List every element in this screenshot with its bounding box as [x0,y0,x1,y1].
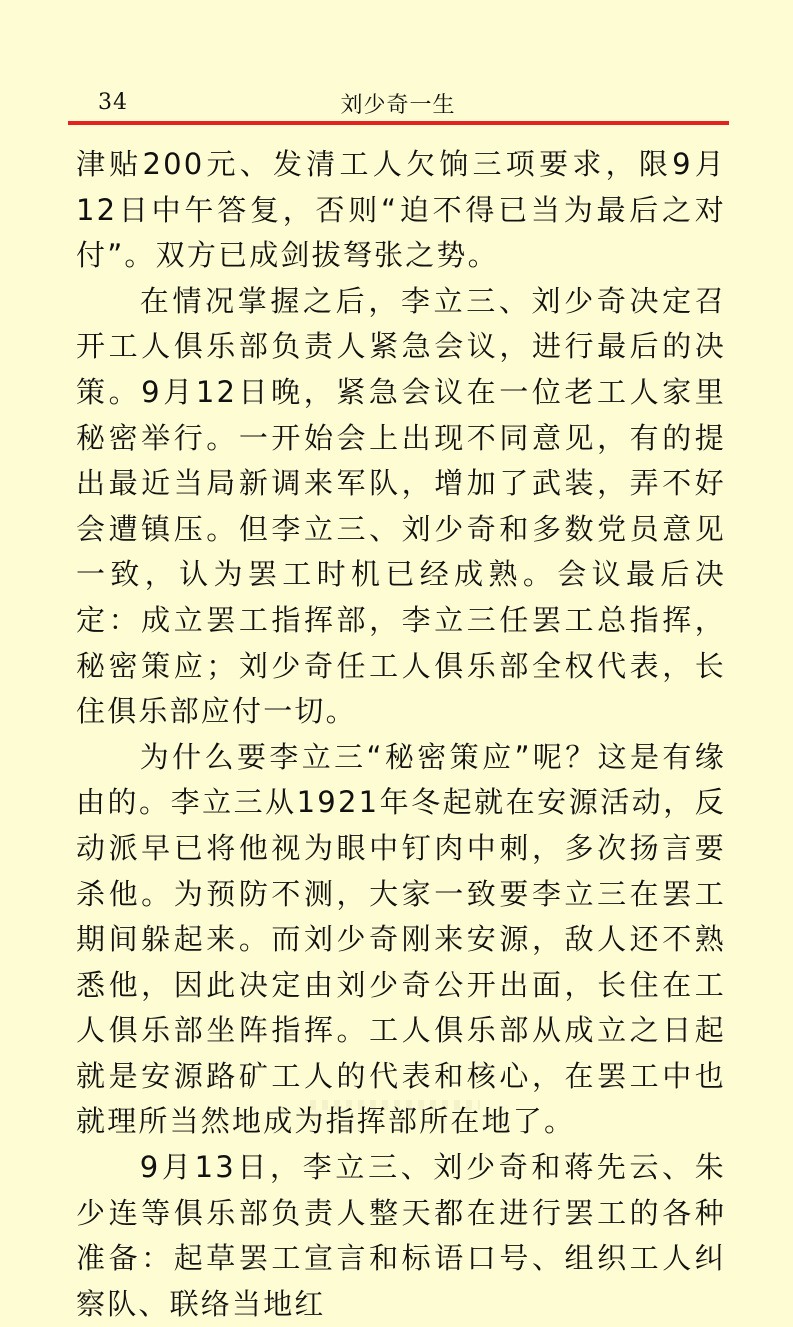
header-rule [68,121,729,125]
body-text [76,142,726,1327]
paragraph-2: 在情况掌握之后，李立三、刘少奇决定召开工人俱乐部负责人紧急会议，进行最后的决策。9月12日晚，紧急会议在一位老工人家里秘密举行。一开始会上出现不同意见，有的提出最近当局新调来军队，增加了武装，弄不好会遭镇压。但李立三、刘少奇和多数党员意见一致，认为罢工时机已经成熟。会议最后决定：成立罢工指挥部，李立三任罢工总指挥，秘密策应；刘少奇任工人俱乐部全权代表，长住俱乐部应付一切。 [76,283,726,729]
paragraph-1: 津贴200元、发清工人欠饷三项要求，限9月12日中午答复，否则“迫不得已当为最后之对付”。双方已成剑拔弩张之势。 [76,147,726,273]
running-title: 刘少奇一生 [340,93,456,118]
page-header [68,80,728,120]
paragraph-3: 为什么要李立三“秘密策应”呢？这是有缘由的。李立三从1921年冬起就在安源活动，反动派早已将他视为眼中钉肉中刺，多次扬言要杀他。为预防不测，大家一致要李立三在罢工期间躲起来。而刘少奇刚来安源，敌人还不熟悉他，因此决定由刘少奇公开出面，长住在工人俱乐部坐阵指挥。工人俱乐部从成立之日起就是安源路矿工人的代表和核心，在罢工中也就理所当然地成为指挥部所在地了。 [76,739,726,1139]
page-number: 34 [98,90,128,115]
paragraph-4: 9月13日，李立三、刘少奇和蒋先云、朱少连等俱乐部负责人整天都在进行罢工的各种准备：起草罢工宣言和标语口号、组织工人纠察队、联络当地红 [76,1150,726,1321]
faint-bottom-mark [310,1100,480,1110]
